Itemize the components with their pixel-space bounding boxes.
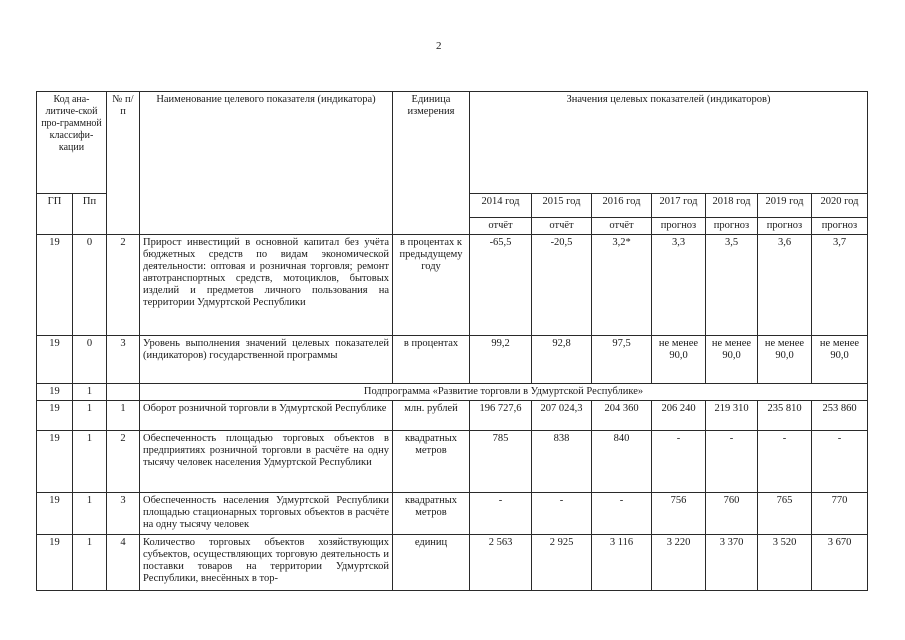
cell-value: -65,5	[470, 235, 532, 336]
table-row	[37, 401, 868, 431]
cell-num	[107, 384, 140, 401]
header-year: 2017 год	[652, 194, 706, 218]
cell-value: 3,6	[758, 235, 812, 336]
cell-value: -	[812, 431, 868, 493]
cell-name: Количество торговых объектов хозяйствующих субъектов, осуществляющих торговую деятельность и поставки товаров на территории Удмуртской Республики, внесённых в тор-	[140, 535, 393, 591]
cell-num: 3	[107, 493, 140, 535]
cell-pp: 0	[73, 336, 107, 384]
header-year: 2019 год	[758, 194, 812, 218]
cell-value: 3 370	[706, 535, 758, 591]
cell-value: 3 670	[812, 535, 868, 591]
cell-gp: 19	[37, 235, 73, 336]
header-num: № п/п	[107, 92, 140, 235]
cell-value: 840	[592, 431, 652, 493]
header-values: Значения целевых показателей (индикаторов)	[470, 92, 868, 194]
cell-value: 219 310	[706, 401, 758, 431]
cell-name: Обеспеченность площадью торговых объектов в предприятиях розничной торговли в расчёте на одну тысячу человек населения Удмуртской Республики	[140, 431, 393, 493]
indicators-table	[36, 91, 868, 591]
cell-pp: 1	[73, 431, 107, 493]
header-year: 2015 год	[532, 194, 592, 218]
cell-value: 3,7	[812, 235, 868, 336]
cell-value: 2 925	[532, 535, 592, 591]
cell-value: 235 810	[758, 401, 812, 431]
table-row	[37, 535, 868, 591]
cell-value: не менее 90,0	[652, 336, 706, 384]
table-row	[37, 336, 868, 384]
cell-value: 99,2	[470, 336, 532, 384]
header-row-1	[37, 92, 868, 194]
cell-value: -20,5	[532, 235, 592, 336]
header-code: Код ана-литиче-ской про-граммной классифи-кации	[37, 92, 107, 194]
cell-value: 3,2*	[592, 235, 652, 336]
cell-value: -	[532, 493, 592, 535]
cell-value: не менее 90,0	[758, 336, 812, 384]
cell-gp: 19	[37, 535, 73, 591]
cell-pp: 1	[73, 384, 107, 401]
cell-value: 2 563	[470, 535, 532, 591]
header-gp: ГП	[37, 194, 73, 235]
cell-value: 206 240	[652, 401, 706, 431]
cell-value: 3 520	[758, 535, 812, 591]
cell-unit: квадратных метров	[393, 431, 470, 493]
cell-gp: 19	[37, 384, 73, 401]
header-year: 2020 год	[812, 194, 868, 218]
cell-value: 765	[758, 493, 812, 535]
cell-gp: 19	[37, 336, 73, 384]
subprogram-title: Подпрограмма «Развитие торговли в Удмуртской Республике»	[140, 384, 868, 401]
cell-value: 3 116	[592, 535, 652, 591]
cell-unit: квадратных метров	[393, 493, 470, 535]
cell-value: 760	[706, 493, 758, 535]
cell-gp: 19	[37, 401, 73, 431]
cell-pp: 0	[73, 235, 107, 336]
cell-value: 3,5	[706, 235, 758, 336]
cell-value: не менее 90,0	[812, 336, 868, 384]
header-year: 2018 год	[706, 194, 758, 218]
cell-num: 2	[107, 431, 140, 493]
table-row	[37, 493, 868, 535]
cell-name: Уровень выполнения значений целевых показателей (индикаторов) государственной программы	[140, 336, 393, 384]
cell-pp: 1	[73, 401, 107, 431]
cell-value: 3 220	[652, 535, 706, 591]
subprogram-row	[37, 384, 868, 401]
header-kind: прогноз	[706, 218, 758, 235]
cell-pp: 1	[73, 493, 107, 535]
cell-value: -	[652, 431, 706, 493]
cell-value: 97,5	[592, 336, 652, 384]
header-kind: отчёт	[470, 218, 532, 235]
cell-unit: в процентах к предыдущему году	[393, 235, 470, 336]
cell-value: 838	[532, 431, 592, 493]
cell-num: 4	[107, 535, 140, 591]
cell-value: не менее 90,0	[706, 336, 758, 384]
cell-value: 196 727,6	[470, 401, 532, 431]
table-row	[37, 235, 868, 336]
header-name: Наименование целевого показателя (индикатора)	[140, 92, 393, 235]
cell-value: 3,3	[652, 235, 706, 336]
cell-num: 1	[107, 401, 140, 431]
cell-unit: млн. рублей	[393, 401, 470, 431]
header-kind: отчёт	[532, 218, 592, 235]
cell-value: -	[470, 493, 532, 535]
cell-value: -	[706, 431, 758, 493]
cell-value: 207 024,3	[532, 401, 592, 431]
header-kind: прогноз	[758, 218, 812, 235]
cell-gp: 19	[37, 493, 73, 535]
header-kind: прогноз	[812, 218, 868, 235]
cell-value: 770	[812, 493, 868, 535]
header-year: 2014 год	[470, 194, 532, 218]
page-number: 2	[436, 40, 442, 52]
cell-pp: 1	[73, 535, 107, 591]
cell-value: 756	[652, 493, 706, 535]
cell-name: Оборот розничной торговли в Удмуртской Республике	[140, 401, 393, 431]
header-unit: Единица измерения	[393, 92, 470, 235]
header-year: 2016 год	[592, 194, 652, 218]
header-pp: Пп	[73, 194, 107, 235]
cell-value: 785	[470, 431, 532, 493]
cell-value: 204 360	[592, 401, 652, 431]
cell-num: 3	[107, 336, 140, 384]
cell-name: Прирост инвестиций в основной капитал без учёта бюджетных средств по видам экономической деятельности: оптовая и розничная торговля; ремонт автотранспортных средств, мотоциклов, бытовых изделий и предметов личного пользования на территории Удмуртской Республики	[140, 235, 393, 336]
cell-gp: 19	[37, 431, 73, 493]
cell-value: -	[758, 431, 812, 493]
cell-unit: единиц	[393, 535, 470, 591]
table-row	[37, 431, 868, 493]
cell-value: -	[592, 493, 652, 535]
header-kind: отчёт	[592, 218, 652, 235]
cell-value: 92,8	[532, 336, 592, 384]
cell-name: Обеспеченность населения Удмуртской Республики площадью стационарных торговых объектов в расчёте на одну тысячу человек	[140, 493, 393, 535]
cell-value: 253 860	[812, 401, 868, 431]
cell-num: 2	[107, 235, 140, 336]
cell-unit: в процентах	[393, 336, 470, 384]
header-kind: прогноз	[652, 218, 706, 235]
